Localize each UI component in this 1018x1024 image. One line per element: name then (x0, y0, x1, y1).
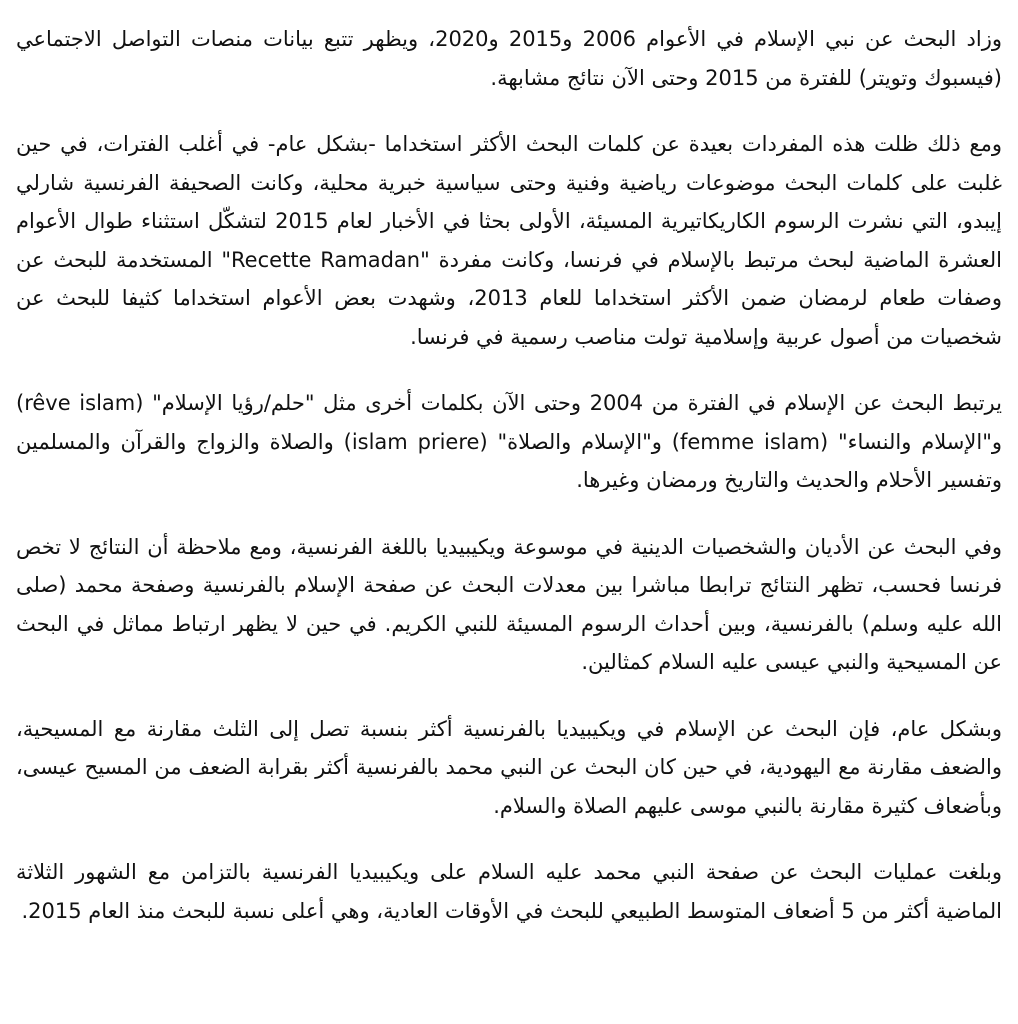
paragraph-wikipedia-comparison: وبشكل عام، فإن البحث عن الإسلام في ويكيبيديا بالفرنسية أكثر بنسبة تصل إلى الثلث مقارنة مع المسيحية، والضعف مقارنة مع اليهودية، في حين كان البحث عن النبي محمد بالفرنسية أكثر بقرابة الضعف من المسيح عيسى، وبأضعاف كثيرة مقارنة بالنبي موسى عليهم الصلاة والسلام. (16, 716, 1002, 818)
paragraph-related-keywords: يرتبط البحث عن الإسلام في الفترة من 2004 وحتى الآن بكلمات أخرى مثل "حلم/رؤيا الإسلام" (rêve islam) و"الإسلام والنساء" (femme islam) و"الإسلام والصلاة" (islam priere) والصلاة والزواج والقرآن والمسلمين وتفسير الأحلام والحديث والتاريخ ورمضان وغيرها. (16, 391, 1002, 492)
paragraph-wikipedia-religions: وفي البحث عن الأديان والشخصيات الدينية في موسوعة ويكيبيديا باللغة الفرنسية، ومع ملاحظة أن النتائج لا تخص فرنسا فحسب، تظهر النتائج ترابطا مباشرا بين معدلات البحث عن صفحة الإسلام بالفرنسية وصفحة محمد (صلى الله عليه وسلم) بالفرنسية، وبين أحداث الرسوم المسيئة للنبي الكريم. في حين لا يظهر ارتباط مماثل في البحث عن المسيحية والنبي عيسى عليه السلام كمثالين. (16, 534, 1002, 674)
paragraph-top-search-terms: ومع ذلك ظلت هذه المفردات بعيدة عن كلمات البحث الأكثر استخداما -بشكل عام- في أغلب الفترات، في حين غلبت على كلمات البحث موضوعات رياضية وفنية وحتى سياسية خبرية محلية، وكانت الصحيفة الفرنسية شارلي إيبدو، التي نشرت الرسوم الكاريكاتيرية المسيئة، الأولى بحثا في الأخبار لعام 2015 لتشكّل استثناء طوال الأعوام العشرة الماضية لبحث مرتبط بالإسلام في فرنسا، وكانت مفردة "Recette Ramadan" المستخدمة للبحث عن وصفات طعام لرمضان ضمن الأكثر استخداما للعام 2013، وشهدت بعض الأعوام استخداما كثيفا للبحث عن شخصيات من أصول عربية وإسلامية تولت مناصب رسمية في فرنسا. (16, 132, 1003, 349)
paragraph-search-years: وزاد البحث عن نبي الإسلام في الأعوام 2006 و2015 و2020، ويظهر تتبع بيانات منصات التواصل الاجتماعي (فيسبوك وتويتر) للفترة من 2015 وحتى الآن نتائج مشابهة. (16, 27, 1002, 90)
paragraph-recent-search-peak: وبلغت عمليات البحث عن صفحة النبي محمد عليه السلام على ويكيبيديا الفرنسية بالتزامن مع الشهور الثلاثة الماضية أكثر من 5 أضعاف المتوسط الطبيعي للبحث في الأوقات العادية، وهي أعلى نسبة للبحث منذ العام 2015. (16, 860, 1002, 923)
